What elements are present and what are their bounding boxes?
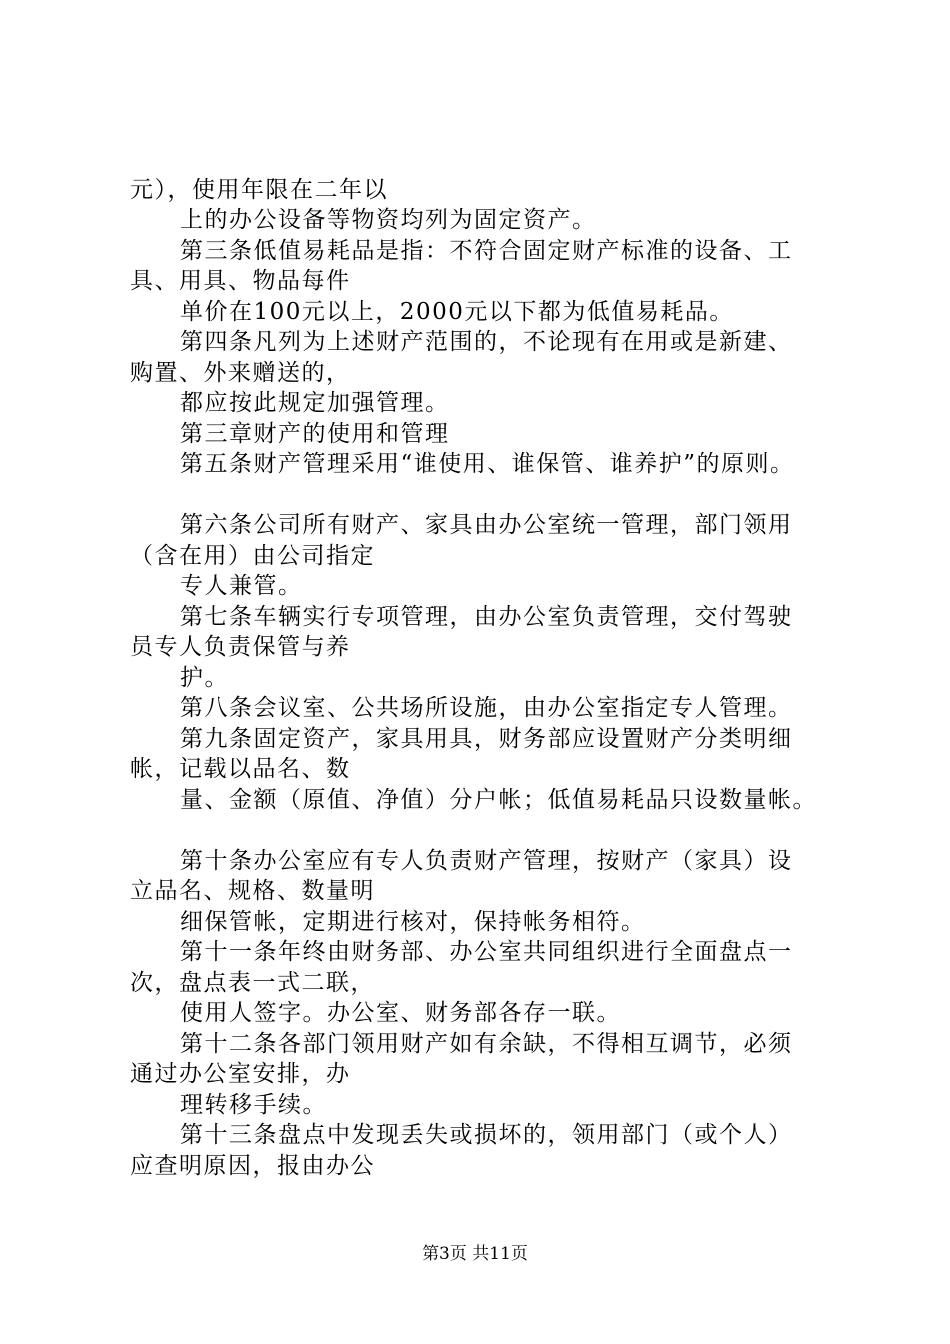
text-line: 第十三条盘点中发现丢失或损坏的，领用部门（或个人） [180, 1122, 793, 1148]
text-line: 量、金额（原值、净值）分户帐；低值易耗品只设数量帐。 [180, 787, 817, 813]
text-line: 使用人签字。办公室、财务部各存一联。 [180, 1000, 621, 1026]
text-line: 第五条财产管理采用“谁使用、谁保管、谁养护”的原则。 [180, 451, 795, 477]
section-heading: 第三章财产的使用和管理 [180, 421, 450, 447]
text-line: 上的办公设备等物资均列为固定资产。 [180, 207, 597, 233]
text-line: 单价在100元以上，2000元以下都为低值易耗品。 [180, 299, 734, 325]
text-line: 次，盘点表一式二联， [130, 970, 375, 996]
text-line: 第六条公司所有财产、家具由办公室统一管理，部门领用 [180, 512, 793, 538]
text-line: 第十二条各部门领用财产如有余缺，不得相互调节，必须 [180, 1031, 793, 1057]
text-line: （含在用）由公司指定 [130, 543, 375, 569]
text-line: 通过办公室安排，办 [130, 1061, 351, 1087]
text-line: 员专人负责保管与养 [130, 634, 351, 660]
text-line: 购置、外来赠送的， [130, 360, 351, 386]
text-line: 第九条固定资产，家具用具，财务部应设置财产分类明细 [180, 726, 793, 752]
text-line: 细保管帐，定期进行核对，保持帐务相符。 [180, 909, 646, 935]
text-line: 理转移手续。 [180, 1092, 327, 1118]
text-line: 第三条低值易耗品是指：不符合固定财产标准的设备、工 [180, 238, 793, 264]
text-line: 都应按此规定加强管理。 [180, 390, 450, 416]
text-line: 元），使用年限在二年以 [130, 177, 388, 203]
text-line: 第八条会议室、公共场所设施，由办公室指定专人管理。 [180, 695, 793, 721]
text-line: 专人兼管。 [180, 573, 303, 599]
text-line: 具、用具、物品每件 [130, 268, 351, 294]
text-line: 帐，记载以品名、数 [130, 756, 351, 782]
page-number-footer: 第3页 共11页 [422, 1244, 528, 1264]
text-line: 应查明原因，报由办公 [130, 1153, 375, 1179]
text-line: 护。 [180, 665, 229, 691]
text-line: 第十条办公室应有专人负责财产管理，按财产（家具）设 [180, 848, 793, 874]
text-line: 立品名、规格、数量明 [130, 878, 375, 904]
text-line: 第四条凡列为上述财产范围的，不论现有在用或是新建、 [180, 329, 793, 355]
text-line: 第七条车辆实行专项管理，由办公室负责管理，交付驾驶 [180, 604, 793, 630]
text-line: 第十一条年终由财务部、办公室共同组织进行全面盘点一 [180, 939, 793, 965]
